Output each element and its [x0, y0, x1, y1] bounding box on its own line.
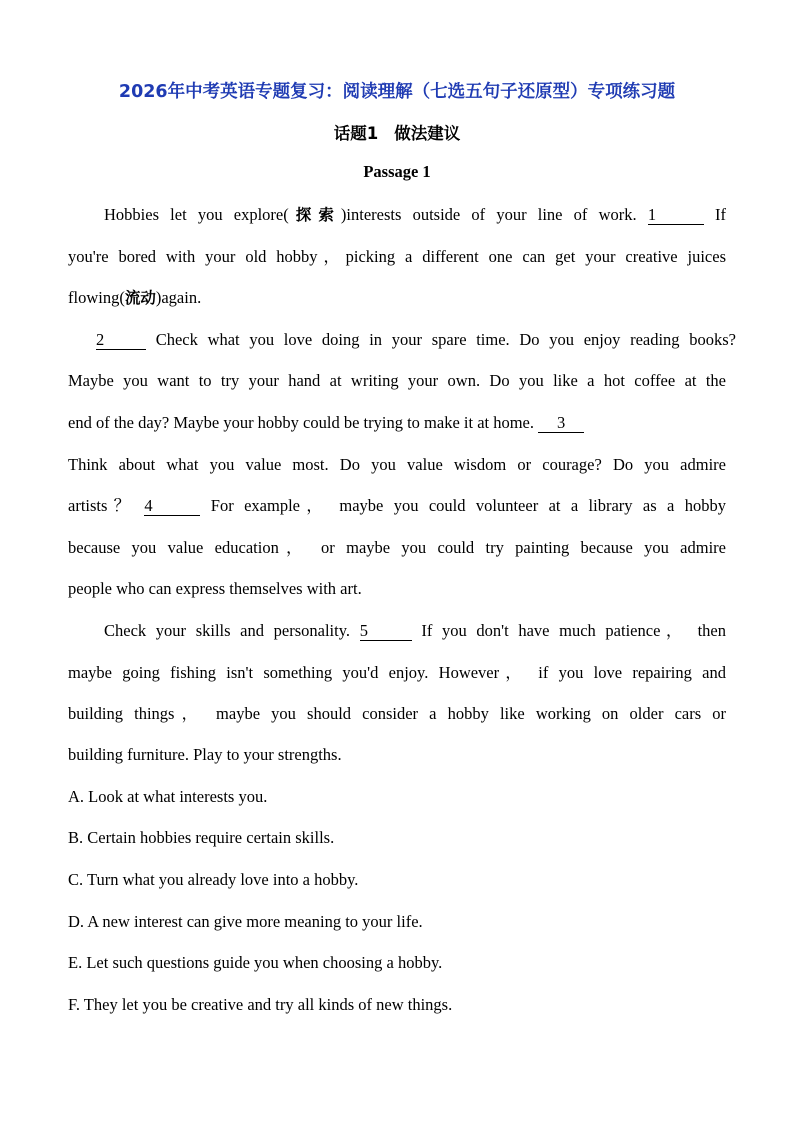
text-run: Check what you love doing in your spare time. Do you enjoy reading books?	[146, 330, 736, 349]
text-run: )again.	[155, 288, 202, 307]
paragraph-2-line-1	[96, 328, 736, 352]
text-run: Hobbies let you explore(	[104, 205, 289, 224]
option-e: E. Let such questions guide you when choosing a hobby.	[68, 953, 443, 972]
option-f: F. They let you be creative and try all kinds of new things.	[68, 995, 453, 1014]
page-title: 2026年中考英语专题复习：阅读理解（七选五句子还原型）专项练习题	[118, 82, 676, 102]
text-run: For example， maybe you could volunteer at a library as a hobby	[200, 496, 726, 515]
text-run: flowing(	[68, 288, 125, 307]
blank-5[interactable]: 5	[360, 622, 412, 641]
option-c: C. Turn what you already love into a hobby.	[68, 870, 359, 889]
paragraph-3-line-2: maybe going fishing isn't something you'd enjoy. However， if you love repairing and	[68, 663, 726, 682]
text-run: If you don't have much patience， then	[411, 621, 726, 640]
blank-4[interactable]: 4	[144, 497, 200, 516]
topic-name: 做法建议	[394, 124, 461, 143]
blank-2[interactable]: 2	[96, 331, 146, 350]
option-a: A. Look at what interests you.	[68, 787, 268, 806]
paragraph-1-line-1	[68, 203, 726, 227]
paragraph-3-line-1	[68, 619, 726, 643]
topic-heading	[0, 120, 794, 144]
blank-3[interactable]: 3	[538, 414, 584, 433]
text-run: )interests outside of your line of work.	[340, 205, 648, 224]
paragraph-2-line-7: people who can express themselves with art.	[68, 579, 362, 598]
text-run: Check your skills and personality.	[104, 621, 360, 640]
text-run: If	[703, 205, 726, 224]
paragraph-2-line-2: Maybe you want to try your hand at writing your own. Do you like a hot coffee at the	[68, 371, 726, 390]
paragraph-2-line-4: Think about what you value most. Do you value wisdom or courage? Do you admire	[68, 455, 726, 474]
paragraph-1-line-2: you're bored with your old hobby，picking a different one can get your creative juices	[68, 247, 726, 266]
cjk-gloss: 探索	[288, 206, 341, 224]
topic-label: 话题1	[333, 124, 379, 143]
paragraph-2-line-6: because you value education， or maybe you could try painting because you admire	[68, 538, 726, 557]
paragraph-3-line-4: building furniture. Play to your strengths.	[68, 745, 342, 764]
passage-heading: Passage 1	[363, 162, 431, 181]
text-run: artists？	[68, 496, 137, 515]
text-run: end of the day? Maybe your hobby could be trying to make it at home.	[68, 413, 539, 432]
paragraph-1-line-3	[68, 286, 726, 310]
paragraph-2-line-5	[68, 494, 726, 518]
paragraph-2-line-3	[68, 411, 726, 435]
blank-1[interactable]: 1	[648, 206, 704, 225]
option-d: D. A new interest can give more meaning to your life.	[68, 912, 423, 931]
option-b: B. Certain hobbies require certain skills.	[68, 828, 335, 847]
paragraph-3-line-3: building things， maybe you should consider a hobby like working on older cars or	[68, 704, 726, 723]
cjk-gloss: 流动	[124, 289, 156, 307]
